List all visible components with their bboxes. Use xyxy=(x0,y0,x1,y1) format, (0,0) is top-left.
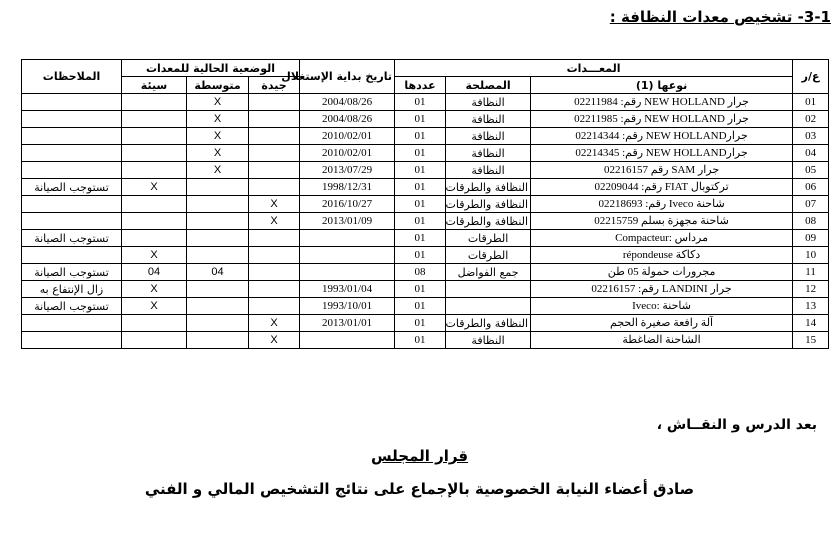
count-header: عددها xyxy=(395,77,446,94)
row-number-cell: 10 xyxy=(793,247,829,264)
condition-bad-cell xyxy=(122,213,187,230)
condition-header: الوضعية الحالية للمعدات xyxy=(122,60,300,77)
condition-good-cell: X xyxy=(249,213,300,230)
department-cell: النظافة والطرقات xyxy=(446,196,531,213)
condition-good-cell xyxy=(249,264,300,281)
start-date-cell: 2013/01/09 xyxy=(300,213,395,230)
equipment-header: المعـــدات xyxy=(395,60,793,77)
table-row xyxy=(22,230,829,247)
table-row xyxy=(22,213,829,230)
start-date-cell: 2004/08/26 xyxy=(300,94,395,111)
notes-cell: زال الإنتفاع به xyxy=(22,281,122,298)
table-row xyxy=(22,111,829,128)
start-date-cell: 2004/08/26 xyxy=(300,111,395,128)
condition-bad-cell xyxy=(122,332,187,349)
row-number-cell: 08 xyxy=(793,213,829,230)
equipment-type-cell: جرارNEW HOLLAND رقم: 02214345 xyxy=(531,145,793,162)
condition-average-cell xyxy=(187,179,249,196)
bad-header: سيئة xyxy=(122,77,187,94)
notes-cell xyxy=(22,94,122,111)
count-cell: 01 xyxy=(395,111,446,128)
condition-good-cell: X xyxy=(249,196,300,213)
department-cell: النظافة والطرقات xyxy=(446,179,531,196)
start-date-cell: 1998/12/31 xyxy=(300,179,395,196)
table-body xyxy=(22,94,829,349)
department-cell: النظافة xyxy=(446,145,531,162)
condition-good-cell: X xyxy=(249,332,300,349)
equipment-type-cell: آلة رافعة صغيرة الحجم xyxy=(531,315,793,332)
table-row xyxy=(22,94,829,111)
condition-good-cell xyxy=(249,230,300,247)
condition-average-cell xyxy=(187,213,249,230)
type-header: نوعها (1) xyxy=(531,77,793,94)
row-number-cell: 01 xyxy=(793,94,829,111)
table-row xyxy=(22,298,829,315)
condition-good-cell xyxy=(249,145,300,162)
table-row xyxy=(22,128,829,145)
notes-cell xyxy=(22,111,122,128)
department-cell xyxy=(446,281,531,298)
condition-average-cell xyxy=(187,332,249,349)
table-row xyxy=(22,145,829,162)
equipment-type-cell: شاحنة Iveco رقم: 02218693 xyxy=(531,196,793,213)
table-row xyxy=(22,179,829,196)
equipment-type-cell: جرار LANDINI رقم: 02216157 xyxy=(531,281,793,298)
start-date-cell xyxy=(300,332,395,349)
condition-average-cell: X xyxy=(187,162,249,179)
count-cell: 01 xyxy=(395,213,446,230)
start-date-cell: 2013/01/01 xyxy=(300,315,395,332)
start-date-cell: 2010/02/01 xyxy=(300,145,395,162)
condition-average-cell xyxy=(187,230,249,247)
count-cell: 01 xyxy=(395,196,446,213)
row-number-cell: 14 xyxy=(793,315,829,332)
condition-bad-cell xyxy=(122,230,187,247)
equipment-type-cell: جرار NEW HOLLAND رقم: 02211985 xyxy=(531,111,793,128)
table-row xyxy=(22,332,829,349)
row-number-cell: 03 xyxy=(793,128,829,145)
condition-bad-cell: X xyxy=(122,247,187,264)
condition-bad-cell xyxy=(122,315,187,332)
condition-good-cell xyxy=(249,111,300,128)
condition-bad-cell xyxy=(122,196,187,213)
count-cell: 01 xyxy=(395,145,446,162)
notes-cell xyxy=(22,315,122,332)
notes-cell xyxy=(22,196,122,213)
count-cell: 01 xyxy=(395,94,446,111)
equipment-type-cell: تركتوبال FIAT رقم: 02209044 xyxy=(531,179,793,196)
row-number-cell: 02 xyxy=(793,111,829,128)
start-date-cell xyxy=(300,247,395,264)
notes-cell: تستوجب الصيانة xyxy=(22,230,122,247)
condition-good-cell xyxy=(249,281,300,298)
department-cell: النظافة xyxy=(446,128,531,145)
equipment-type-cell: الشاحنة الضاغطة xyxy=(531,332,793,349)
notes-cell xyxy=(22,162,122,179)
condition-bad-cell xyxy=(122,145,187,162)
row-number-cell: 15 xyxy=(793,332,829,349)
condition-bad-cell: X xyxy=(122,298,187,315)
start-date-cell: 2010/02/01 xyxy=(300,128,395,145)
condition-average-cell xyxy=(187,196,249,213)
decision-heading: قرار المجلس xyxy=(370,447,469,465)
start-date-cell xyxy=(300,230,395,247)
notes-cell: تستوجب الصيانة xyxy=(22,179,122,196)
equipment-type-cell: مرداس :Compacteur xyxy=(531,230,793,247)
condition-average-cell xyxy=(187,281,249,298)
decision-text: صادق أعضاء النيابة الخصوصية بالإجماع على نتائج التشخيص المالي و الفني xyxy=(144,480,695,498)
count-cell: 01 xyxy=(395,128,446,145)
count-cell: 01 xyxy=(395,332,446,349)
count-cell: 01 xyxy=(395,315,446,332)
rank-header: ع/ر xyxy=(793,60,829,94)
notes-header: الملاحظات xyxy=(22,60,122,94)
condition-good-cell xyxy=(249,162,300,179)
equipment-table xyxy=(21,59,829,349)
count-cell: 01 xyxy=(395,230,446,247)
table-row xyxy=(22,315,829,332)
notes-cell: تستوجب الصيانة xyxy=(22,298,122,315)
condition-bad-cell: X xyxy=(122,179,187,196)
equipment-type-cell: جرار NEW HOLLAND رقم: 02211984 xyxy=(531,94,793,111)
condition-average-cell: X xyxy=(187,145,249,162)
equipment-type-cell: مجرورات حمولة 05 طن xyxy=(531,264,793,281)
average-header: متوسطة xyxy=(187,77,249,94)
condition-average-cell: 04 xyxy=(187,264,249,281)
equipment-type-cell: جرار SAM رقم 02216157 xyxy=(531,162,793,179)
condition-bad-cell xyxy=(122,111,187,128)
count-cell: 01 xyxy=(395,247,446,264)
notes-cell: تستوجب الصيانة xyxy=(22,264,122,281)
condition-average-cell xyxy=(187,315,249,332)
equipment-type-cell: شاحنة مجهزة بسلم 02215759 xyxy=(531,213,793,230)
table-row xyxy=(22,281,829,298)
condition-good-cell xyxy=(249,298,300,315)
condition-bad-cell: 04 xyxy=(122,264,187,281)
count-cell: 01 xyxy=(395,281,446,298)
row-number-cell: 07 xyxy=(793,196,829,213)
count-cell: 01 xyxy=(395,179,446,196)
condition-good-cell: X xyxy=(249,315,300,332)
row-number-cell: 05 xyxy=(793,162,829,179)
row-number-cell: 13 xyxy=(793,298,829,315)
equipment-type-cell: جرارNEW HOLLAND رقم: 02214344 xyxy=(531,128,793,145)
equipment-type-cell: دكاكة répondeuse xyxy=(531,247,793,264)
table-row xyxy=(22,196,829,213)
condition-average-cell xyxy=(187,298,249,315)
section-title: 3-1- تشخيص معدات النظافة : xyxy=(609,8,831,26)
start-date-cell: 2016/10/27 xyxy=(300,196,395,213)
department-cell: النظافة xyxy=(446,94,531,111)
condition-good-cell xyxy=(249,247,300,264)
department-cell: جمع الفواضل xyxy=(446,264,531,281)
row-number-cell: 11 xyxy=(793,264,829,281)
equipment-type-cell: شاحنة :Iveco xyxy=(531,298,793,315)
department-cell: النظافة xyxy=(446,162,531,179)
condition-average-cell: X xyxy=(187,111,249,128)
condition-bad-cell: X xyxy=(122,281,187,298)
table-row xyxy=(22,162,829,179)
notes-cell xyxy=(22,145,122,162)
condition-average-cell: X xyxy=(187,94,249,111)
department-cell: الطرقات xyxy=(446,230,531,247)
department-cell: النظافة والطرقات xyxy=(446,213,531,230)
start-date-cell: 2013/07/29 xyxy=(300,162,395,179)
department-cell: النظافة xyxy=(446,111,531,128)
row-number-cell: 06 xyxy=(793,179,829,196)
start-date-cell: 1993/10/01 xyxy=(300,298,395,315)
department-cell: الطرقات xyxy=(446,247,531,264)
condition-average-cell: X xyxy=(187,128,249,145)
count-cell: 08 xyxy=(395,264,446,281)
condition-average-cell xyxy=(187,247,249,264)
row-number-cell: 09 xyxy=(793,230,829,247)
notes-cell xyxy=(22,247,122,264)
row-number-cell: 04 xyxy=(793,145,829,162)
start-date-header: تاريخ بداية الإستغلال xyxy=(300,60,395,94)
condition-bad-cell xyxy=(122,162,187,179)
count-cell: 01 xyxy=(395,162,446,179)
start-date-cell xyxy=(300,264,395,281)
department-header: المصلحة xyxy=(446,77,531,94)
count-cell: 01 xyxy=(395,298,446,315)
good-header: جيدة xyxy=(249,77,300,94)
table-row xyxy=(22,264,829,281)
condition-good-cell xyxy=(249,179,300,196)
table-row xyxy=(22,247,829,264)
row-number-cell: 12 xyxy=(793,281,829,298)
condition-good-cell xyxy=(249,128,300,145)
notes-cell xyxy=(22,128,122,145)
condition-good-cell xyxy=(249,94,300,111)
after-discussion: بعد الدرس و النقــاش ، xyxy=(656,417,817,433)
department-cell xyxy=(446,298,531,315)
notes-cell xyxy=(22,213,122,230)
condition-bad-cell xyxy=(122,128,187,145)
condition-bad-cell xyxy=(122,94,187,111)
notes-cell xyxy=(22,332,122,349)
department-cell: النظافة xyxy=(446,332,531,349)
department-cell: النظافة والطرقات xyxy=(446,315,531,332)
start-date-cell: 1993/01/04 xyxy=(300,281,395,298)
